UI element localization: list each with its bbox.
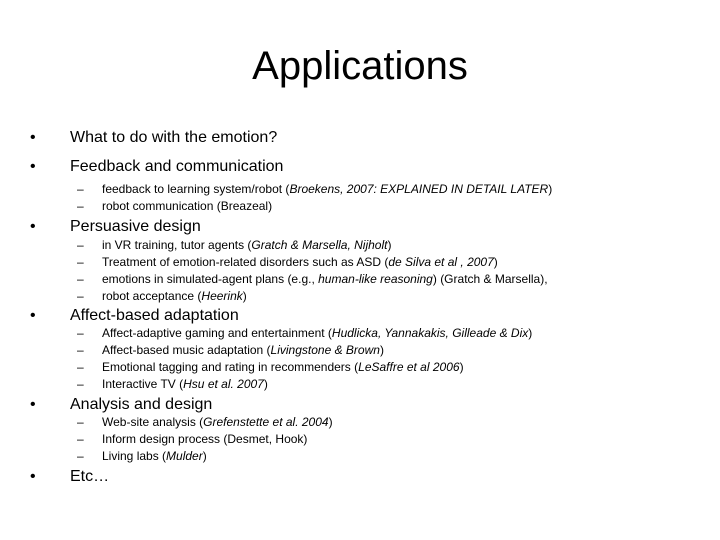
- bullet-marker: •: [30, 158, 36, 175]
- sub-item: Inform design process (Desmet, Hook): [102, 432, 308, 446]
- dash-marker: –: [77, 343, 84, 357]
- bullet-marker: •: [30, 468, 36, 485]
- sub-item: feedback to learning system/robot (Broekens, 2007: EXPLAINED IN DETAIL LATER): [102, 182, 553, 196]
- sub-item: Treatment of emotion-related disorders such as ASD (de Silva et al , 2007): [102, 255, 498, 269]
- page-title: Applications: [252, 44, 468, 88]
- sub-item: Emotional tagging and rating in recommenders (LeSaffre et al 2006): [102, 360, 464, 374]
- sub-item: emotions in simulated-agent plans (e.g., human-like reasoning) (Gratch & Marsella),: [102, 272, 548, 286]
- dash-marker: –: [77, 415, 84, 429]
- dash-marker: –: [77, 377, 84, 391]
- dash-marker: –: [77, 289, 84, 303]
- bullet-marker: •: [30, 218, 36, 235]
- sub-item: Affect-adaptive gaming and entertainment (Hudlicka, Yannakakis, Gilleade & Dix): [102, 326, 533, 340]
- sub-item: robot acceptance (Heerink): [102, 289, 247, 303]
- sub-item: Interactive TV (Hsu et al. 2007): [102, 377, 268, 391]
- sub-item: Web-site analysis (Grefenstette et al. 2004): [102, 415, 333, 429]
- dash-marker: –: [77, 272, 84, 286]
- bullet-marker: •: [30, 396, 36, 413]
- dash-marker: –: [77, 199, 84, 213]
- dash-marker: –: [77, 326, 84, 340]
- bullet-item-analysis: Analysis and design: [70, 396, 213, 413]
- dash-marker: –: [77, 182, 84, 196]
- bullet-marker: •: [30, 307, 36, 324]
- dash-marker: –: [77, 360, 84, 374]
- bullet-item-affect-adaptation: Affect-based adaptation: [70, 307, 239, 324]
- dash-marker: –: [77, 255, 84, 269]
- dash-marker: –: [77, 238, 84, 252]
- dash-marker: –: [77, 432, 84, 446]
- sub-item: robot communication (Breazeal): [102, 199, 273, 213]
- bullet-marker: •: [30, 129, 36, 146]
- bullet-item-feedback: Feedback and communication: [70, 158, 284, 175]
- sub-item: Living labs (Mulder): [102, 449, 207, 463]
- bullet-item-what-to-do: What to do with the emotion?: [70, 129, 278, 146]
- bullet-item-etc: Etc…: [70, 468, 110, 485]
- sub-item: Affect-based music adaptation (Livingstone & Brown): [102, 343, 384, 357]
- dash-marker: –: [77, 449, 84, 463]
- bullet-item-persuasive: Persuasive design: [70, 218, 201, 235]
- sub-item: in VR training, tutor agents (Gratch & Marsella, Nijholt): [102, 238, 392, 252]
